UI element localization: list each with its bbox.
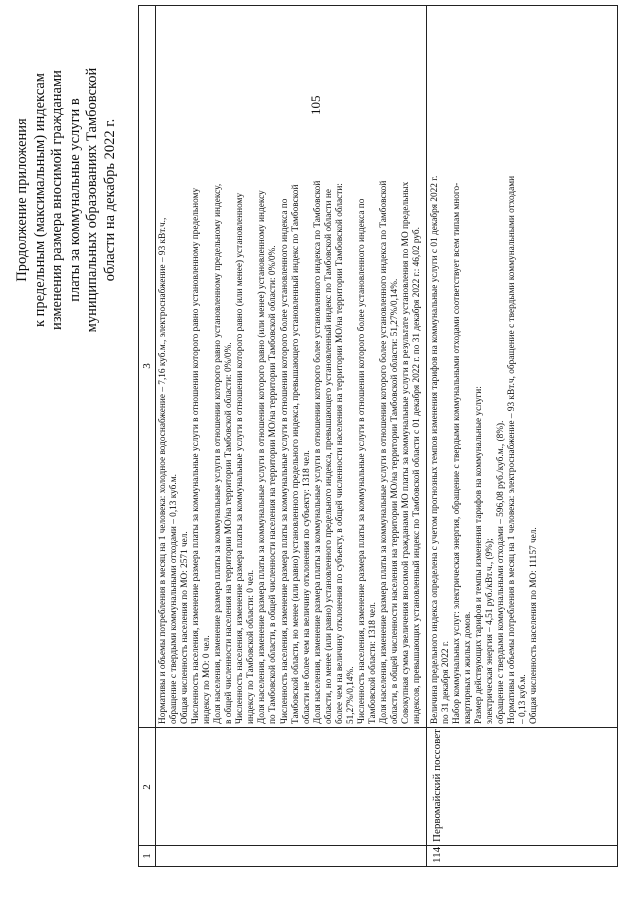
text-line: Размер действующих тарифов и темпы изменения тарифов на коммунальные услуги: xyxy=(474,386,485,724)
text-line: Нормативы и объемы потребления в месяц на 1 человека: холодное водоснабжение – 7,16 куб.м., электроснабжение – 93 кВт.ч., xyxy=(158,217,168,724)
text-line: Тамбовской области, но менее (или равно) установленного предельного индекса, превышающего установленный индекс по Тамбовской xyxy=(290,184,301,724)
text-line: Набор коммунальных услуг: электрическая энергия, обращение с твердыми коммунальными отходами соответствует всем типам много- xyxy=(452,182,463,724)
text-line: Доля населения, изменение размера платы за коммунальные услуги в отношении которого равно установленному предельному индексу, xyxy=(213,183,224,724)
heading-line: платы за коммунальные услуги в xyxy=(66,98,83,302)
heading-line: к предельным (максимальным) индексам xyxy=(31,73,48,327)
text-line: Совокупная сумма увеличения вносимой гражданами МО платы за коммунальные услуги в результате установления по МО предельных xyxy=(401,181,412,724)
text-line: области, в общей численности населения на территории МО/на территории Тамбовской области: 51,27%/0,14%. xyxy=(389,278,400,724)
text-line: обращение с твердыми коммунальными отходами – 596,08 руб./куб.м., (8%). xyxy=(496,420,507,724)
page-number: 105 xyxy=(308,95,323,115)
table-row-114-content xyxy=(430,10,540,724)
table-row-prev-content xyxy=(158,10,423,724)
text-line: индексов, превышающих установленный индекс по Тамбовской области с 01 декабря 2022 г. по 31 декабря 2022 г.: 46,02 руб. xyxy=(412,227,423,724)
text-line: Тамбовской области: 1318 чел. xyxy=(367,602,378,724)
text-line: области, но менее (или равно) установленного предельного индекса, превышающего установленный индекс по Тамбовской области не xyxy=(323,189,334,724)
text-line: электрическая энергия – 4,51 руб./кВт.ч., (9%); xyxy=(485,538,496,724)
heading-line: Продолжение приложения xyxy=(14,118,30,282)
header-col-2: 2 xyxy=(141,784,153,790)
text-line: Доля населения, изменение размера платы за коммунальные услуги в отношении которого более установленного индекса по Тамбовской xyxy=(312,180,323,724)
text-line: индексу по МО: 0 чел. xyxy=(202,635,213,724)
text-line: Общая численность населения по МО: 2571 чел. xyxy=(180,531,191,724)
text-line: 51,27%/0,14%. xyxy=(345,666,356,724)
text-line: Численность населения, изменение размера платы за коммунальные услуги в отношении которого равно установленному предельному xyxy=(191,187,202,724)
column-divider xyxy=(139,727,617,728)
text-line: области не более чем на величину отклонения по субъекту: 1318 чел. xyxy=(301,450,312,724)
row-number: 114 xyxy=(431,846,443,863)
text-line: Численность населения, изменение размера платы за коммунальные услуги в отношении которого равно (или менее) установленному xyxy=(235,192,246,724)
text-line: квартирных и жилых домов. xyxy=(463,611,474,724)
heading-line: области на декабрь 2022 г. xyxy=(101,118,118,282)
text-line: в общей численности населения на территории МО/на территории Тамбовской области: 0%/0%. xyxy=(224,342,235,724)
text-line: Численность населения, изменение размера платы за коммунальные услуги в отношении которого более установленного индекса по xyxy=(356,198,367,724)
text-line: Доля населения, изменение размера платы за коммунальные услуги в отношении которого равно (или менее) установленному индексу xyxy=(257,190,268,724)
text-line: Общая численность населения по МО: 11157 чел. xyxy=(529,527,540,724)
text-line: Нормативы и объемы потребления в месяц на 1 человека: электроснабжение – 93 кВт.ч, обращение с твердыми коммунальными отходами xyxy=(507,175,518,724)
header-col-3: 3 xyxy=(141,363,153,369)
heading-line: муниципальных образованиях Тамбовской xyxy=(84,67,100,333)
text-line: по Тамбовской области, в общей численности населения на территории МО/на территории Тамбовской области: 0%/0%. xyxy=(268,245,279,724)
data-table xyxy=(138,5,618,867)
text-line: более чем на величину отклонения по субъекту, в общей численности населения на территории МО/на территории Тамбовской области: xyxy=(334,183,345,724)
header-col-1: 1 xyxy=(141,853,153,859)
text-line: Численность населения, изменение размера платы за коммунальные услуги в отношении которого более установленного индекса по xyxy=(279,198,290,724)
row-divider xyxy=(426,6,427,866)
text-line: Доля населения, изменение размера платы за коммунальные услуги в отношении которого более установленного индекса по Тамбовской xyxy=(378,180,389,724)
municipality-name: Первомайский поссовет xyxy=(431,729,443,842)
text-line: по 31 декабря 2022 г. xyxy=(441,641,452,724)
text-line: индексу по Тамбовской области: 0 чел. xyxy=(246,569,257,724)
text-line: – 0,13 куб.м. xyxy=(518,674,529,724)
document-heading xyxy=(14,35,119,365)
text-line: Величина предельного индекса определена с учетом прогнозных темпов изменения тарифов на коммунальные услуги с 01 декабря 2022 г. xyxy=(430,175,440,724)
column-divider xyxy=(139,845,617,846)
text-line: обращение с твердыми коммунальными отходами – 0,13 куб.м. xyxy=(169,474,180,724)
heading-line: изменения размера вносимой гражданами xyxy=(49,70,65,330)
